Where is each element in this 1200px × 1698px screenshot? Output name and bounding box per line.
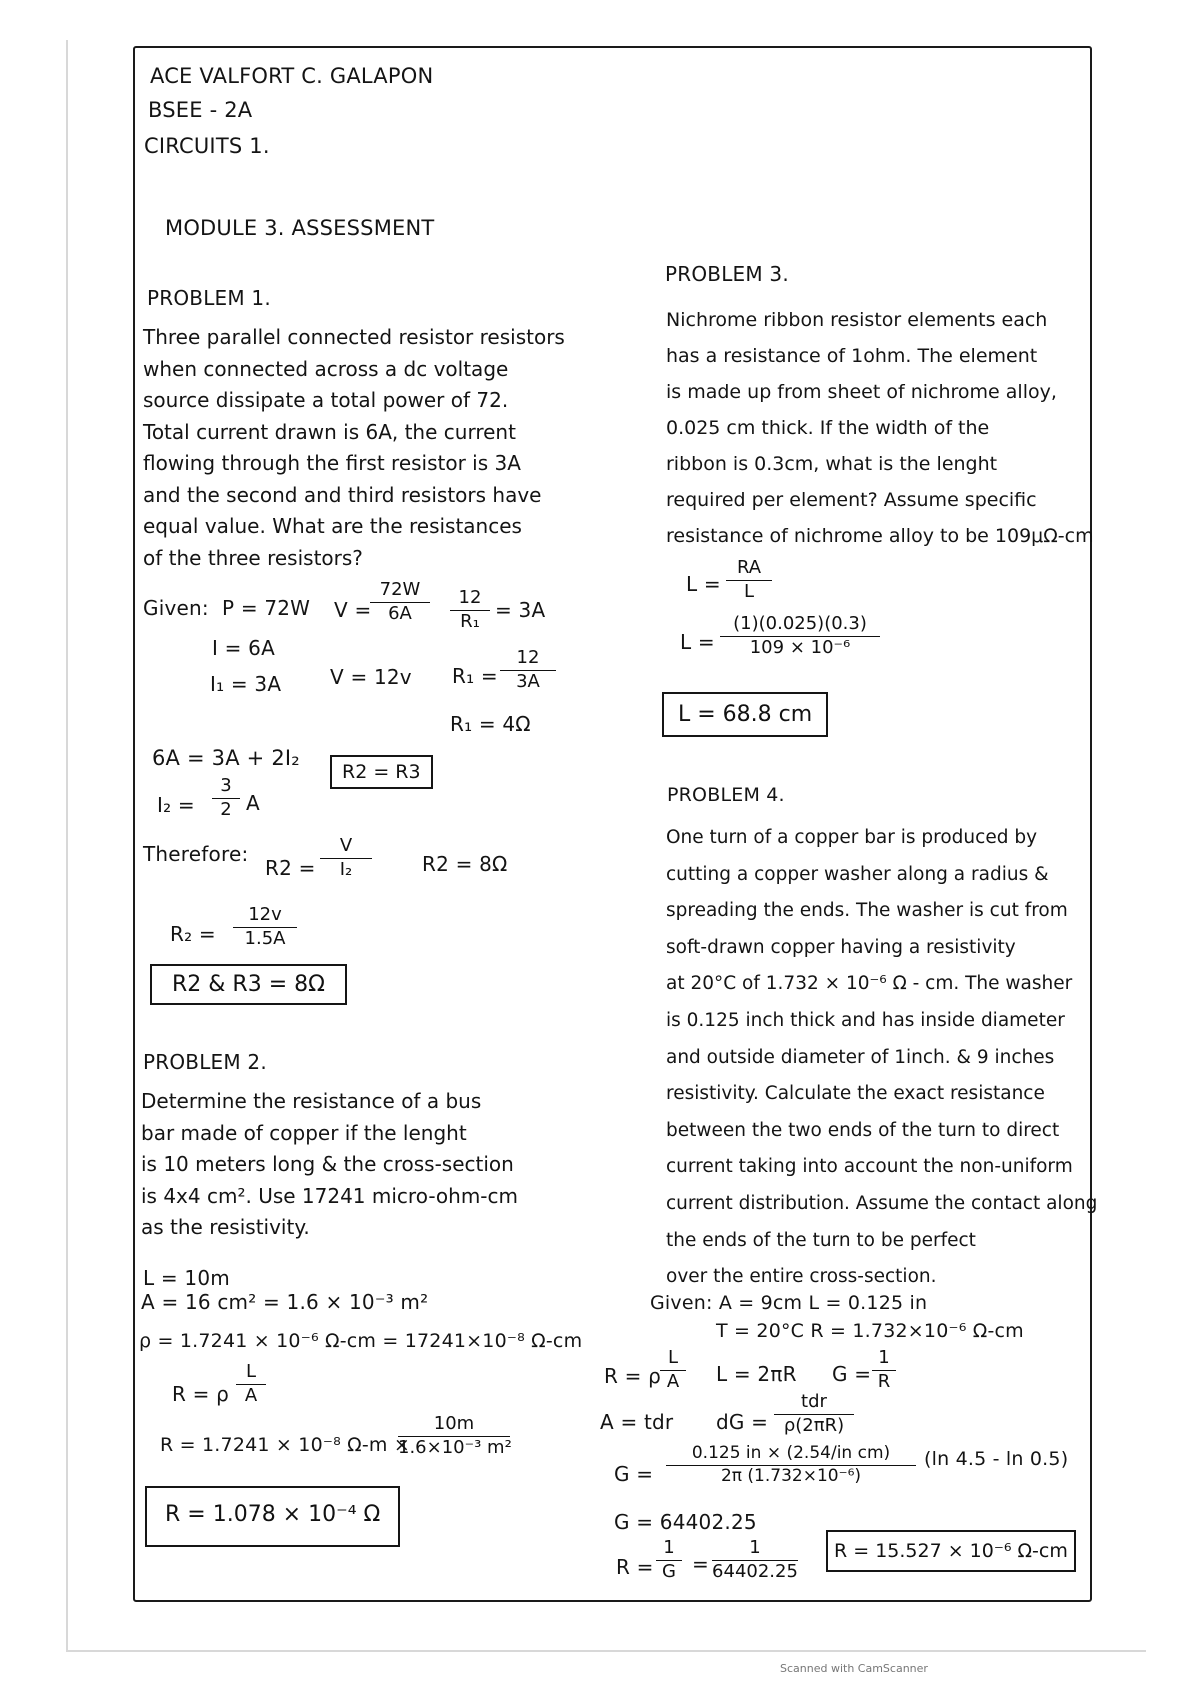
- p4-r2-denominator: G: [662, 1560, 676, 1582]
- problem-2-statement: [141, 1086, 518, 1244]
- r1-current-denominator: R₁: [460, 610, 480, 632]
- problem-3-line: Nichrome ribbon resistor elements each: [666, 309, 1048, 331]
- p4-r-formula-numerator: L: [660, 1348, 686, 1371]
- resistance-calc-denominator: 1.6×10⁻³ m²: [398, 1436, 512, 1458]
- voltage-result: V = 12v: [330, 665, 412, 689]
- module-title: MODULE 3. ASSESSMENT: [165, 216, 435, 240]
- p4-g-value: G = 64402.25: [614, 1510, 757, 1534]
- course-name: CIRCUITS 1.: [144, 134, 270, 158]
- r1-fraction: [500, 648, 556, 692]
- voltage-numerator: 72W: [370, 580, 430, 603]
- problem-3-answer: L = 68.8 cm: [662, 692, 828, 737]
- r1-lhs: R₁ =: [452, 664, 498, 688]
- given-power: P = 72W: [222, 596, 311, 620]
- r2-lhs: R2 =: [265, 856, 316, 880]
- scan-edge-bottom: [66, 1650, 1146, 1652]
- problem-4-line: at 20°C of 1.732 × 10⁻⁶ Ω - cm. The washer: [666, 973, 1073, 995]
- length-calc-numerator: (1)(0.025)(0.3): [720, 614, 880, 637]
- p4-g2-numerator: 0.125 in × (2.54/in cm): [666, 1444, 916, 1466]
- r2-numerator: V: [320, 836, 372, 859]
- r2-denominator: I₂: [339, 858, 353, 880]
- given-current-1: I₁ = 3A: [210, 672, 282, 696]
- p4-g2-lhs: G =: [614, 1462, 654, 1486]
- i2-fraction: [212, 776, 240, 820]
- p4-g-lhs: G =: [832, 1362, 872, 1386]
- problem-1-line: Total current drawn is 6A, the current: [143, 419, 516, 444]
- p4-r2b-numerator: 1: [712, 1538, 798, 1561]
- p4-r2-fraction: [656, 1538, 682, 1582]
- given-line-1: Given: A = 9cm L = 0.125 in: [650, 1292, 928, 1314]
- problem-4-line: cutting a copper washer along a radius &: [666, 863, 1049, 885]
- problem-3-title: PROBLEM 3.: [665, 262, 789, 286]
- problem-3-line: required per element? Assume specific: [666, 489, 1037, 511]
- p4-g-fraction: [872, 1348, 896, 1392]
- problem-4-line: current taking into account the non-uniform: [666, 1156, 1073, 1178]
- length-value: L = 10m: [143, 1266, 230, 1290]
- resistance-calc-fraction: [398, 1414, 510, 1458]
- p4-r2-equals: =: [692, 1552, 709, 1576]
- problem-1-line: Three parallel connected resistor resistors: [143, 325, 565, 349]
- problem-2-title: PROBLEM 2.: [143, 1050, 267, 1074]
- problem-2-line: bar made of copper if the lenght: [141, 1120, 467, 1145]
- i2-unit: A: [246, 791, 260, 815]
- p4-r2b-denominator: 64402.25: [712, 1560, 798, 1582]
- length-calc-lhs: L =: [680, 630, 715, 654]
- r1-result: R₁ = 4Ω: [450, 712, 531, 736]
- r2b-denominator: 1.5A: [244, 927, 286, 949]
- p4-g-denominator: R: [877, 1370, 891, 1392]
- problem-4-line: and outside diameter of 1inch. & 9 inches: [666, 1046, 1055, 1068]
- p4-r2-numerator: 1: [656, 1538, 682, 1561]
- problem-4-line: resistivity. Calculate the exact resistance: [666, 1083, 1045, 1105]
- problem-4-line: soft-drawn copper having a resistivity: [666, 936, 1016, 958]
- length-formula-lhs: L =: [686, 572, 721, 596]
- p4-r-formula-denominator: A: [666, 1370, 680, 1392]
- resistivity-value: ρ = 1.7241 × 10⁻⁶ Ω-cm = 17241×10⁻⁸ Ω-cm: [139, 1330, 583, 1352]
- problem-1-answer: R2 & R3 = 8Ω: [150, 964, 347, 1005]
- p4-dg-fraction: [774, 1392, 854, 1436]
- p4-r-formula-fraction: [660, 1348, 686, 1392]
- resistance-calc-numerator: 10m: [398, 1414, 510, 1437]
- scan-edge-left: [66, 40, 68, 1650]
- problem-3-statement: [666, 302, 1094, 554]
- current-equation: 6A = 3A + 2I₂: [152, 746, 300, 770]
- problem-4-title: PROBLEM 4.: [667, 784, 785, 806]
- voltage-fraction: [370, 580, 430, 624]
- i2-lhs: I₂ =: [157, 793, 195, 817]
- problem-1-line: equal value. What are the resistances: [143, 514, 522, 538]
- area-value: A = 16 cm² = 1.6 × 10⁻³ m²: [141, 1290, 429, 1314]
- p4-dg-numerator: tdr: [774, 1392, 854, 1415]
- p4-dg-lhs: dG =: [716, 1410, 769, 1434]
- p4-g2-log-term: (ln 4.5 - ln 0.5): [924, 1448, 1069, 1470]
- problem-2-answer: R = 1.078 × 10⁻⁴ Ω: [145, 1486, 400, 1547]
- problem-1-statement: [143, 322, 565, 574]
- r1-current-result: = 3A: [495, 598, 546, 622]
- problem-3-line: resistance of nichrome alloy to be 109μΩ-cm: [666, 525, 1094, 547]
- given-label: Given:: [143, 596, 209, 620]
- p4-area-equation: A = tdr: [600, 1410, 674, 1434]
- r1-denominator: 3A: [516, 670, 540, 692]
- problem-4-line: between the two ends of the turn to direct: [666, 1119, 1060, 1141]
- given-current: I = 6A: [212, 636, 275, 660]
- p4-r2-lhs: R =: [616, 1555, 654, 1579]
- p4-r2b-fraction: [712, 1538, 798, 1582]
- problem-4-line: is 0.125 inch thick and has inside diameter: [666, 1009, 1065, 1031]
- problem-4-line: over the entire cross-section.: [666, 1266, 937, 1288]
- problem-4-line: the ends of the turn to be perfect: [666, 1229, 976, 1251]
- problem-1-line: flowing through the first resistor is 3A: [143, 451, 521, 475]
- problem-1-line: source dissipate a total power of 72.: [143, 388, 509, 412]
- scanner-watermark: Scanned with CamScanner: [780, 1662, 928, 1675]
- r2b-lhs: R₂ =: [170, 922, 216, 946]
- resistance-calc-lhs: R = 1.7241 × 10⁻⁸ Ω-m ×: [160, 1434, 410, 1456]
- problem-2-line: as the resistivity.: [141, 1215, 310, 1239]
- resistance-formula-numerator: L: [236, 1362, 266, 1385]
- problem-3-line: 0.025 cm thick. If the width of the: [666, 417, 990, 439]
- problem-1-title: PROBLEM 1.: [147, 286, 271, 310]
- voltage-denominator: 6A: [388, 602, 412, 624]
- problem-2-line: is 10 meters long & the cross-section: [141, 1152, 514, 1176]
- length-formula-numerator: RA: [726, 558, 772, 581]
- r2-fraction: [320, 836, 372, 880]
- resistance-formula-lhs: R = ρ: [172, 1382, 230, 1406]
- problem-3-line: is made up from sheet of nichrome alloy,: [666, 381, 1057, 403]
- r1-current-numerator: 12: [450, 588, 490, 611]
- length-calc-fraction: [720, 614, 880, 658]
- equal-resistor-box: R2 = R3: [330, 755, 433, 789]
- problem-1-line: of the three resistors?: [143, 545, 363, 570]
- voltage-lhs: V =: [334, 598, 372, 622]
- problem-4-line: current distribution. Assume the contact along: [666, 1192, 1098, 1214]
- p4-g2-fraction: [666, 1444, 916, 1486]
- problem-4-line: spreading the ends. The washer is cut from: [666, 900, 1068, 922]
- problem-4-answer: R = 15.527 × 10⁻⁶ Ω-cm: [826, 1530, 1076, 1572]
- p4-length-equation: L = 2πR: [716, 1362, 797, 1386]
- i2-denominator: 2: [220, 798, 232, 820]
- student-section: BSEE - 2A: [148, 98, 253, 122]
- problem-1-line: when connected across a dc voltage: [143, 356, 509, 381]
- problem-4-statement: [666, 820, 1097, 1296]
- r2b-numerator: 12v: [233, 905, 297, 928]
- r2-result: R2 = 8Ω: [422, 852, 508, 876]
- resistance-formula-fraction: [236, 1362, 266, 1406]
- length-calc-denominator: 109 × 10⁻⁶: [749, 636, 851, 658]
- resistance-formula-denominator: A: [244, 1384, 258, 1406]
- p4-dg-denominator: ρ(2πR): [783, 1414, 845, 1436]
- p4-g2-denominator: 2π (1.732×10⁻⁶): [720, 1465, 862, 1486]
- therefore-label: Therefore:: [143, 842, 249, 866]
- student-name: ACE VALFORT C. GALAPON: [150, 64, 434, 88]
- length-formula-fraction: [726, 558, 772, 602]
- given-line-2: T = 20°C R = 1.732×10⁻⁶ Ω-cm: [716, 1320, 1024, 1342]
- i2-numerator: 3: [212, 776, 240, 799]
- problem-2-line: is 4x4 cm². Use 17241 micro-ohm-cm: [141, 1183, 518, 1208]
- problem-3-line: ribbon is 0.3cm, what is the lenght: [666, 453, 998, 475]
- p4-g-numerator: 1: [872, 1348, 896, 1371]
- r1-numerator: 12: [500, 648, 556, 671]
- problem-4-line: One turn of a copper bar is produced by: [666, 827, 1038, 848]
- r1-current-fraction: [450, 588, 490, 632]
- r2b-fraction: [233, 905, 297, 949]
- problem-1-line: and the second and third resistors have: [143, 482, 542, 507]
- length-formula-denominator: L: [743, 580, 755, 602]
- p4-r-formula-lhs: R = ρ: [604, 1364, 662, 1388]
- problem-2-line: Determine the resistance of a bus: [141, 1089, 482, 1113]
- problem-3-line: has a resistance of 1ohm. The element: [666, 345, 1038, 367]
